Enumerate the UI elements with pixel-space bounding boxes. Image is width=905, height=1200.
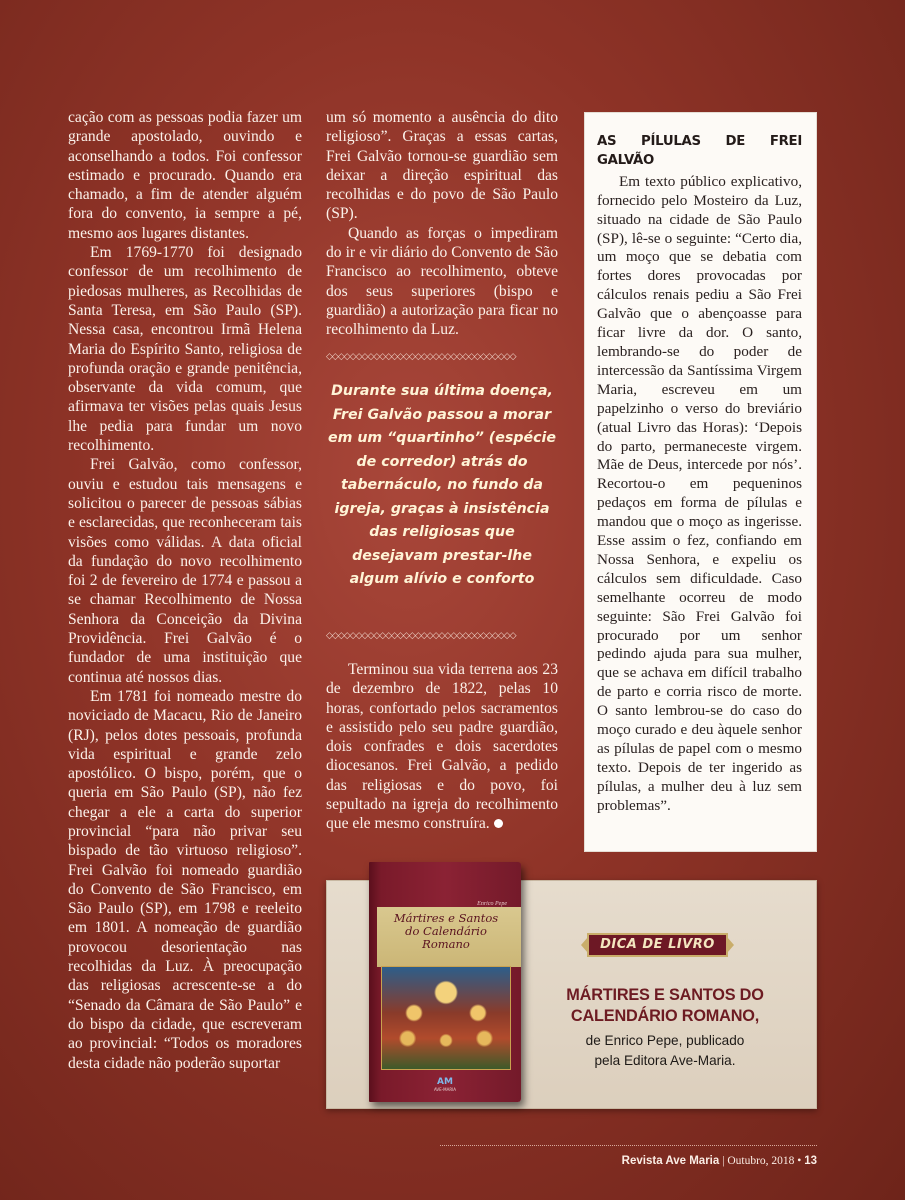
promo-title-line: MÁRTIRES E SANTOS DO <box>566 986 764 1004</box>
publisher-logo-text: AVE-MARIA <box>433 1087 457 1092</box>
page-number: 13 <box>804 1155 817 1167</box>
publisher-logo-mark: AM <box>437 1077 453 1087</box>
book-cover-title-line: Romano <box>422 937 470 951</box>
magazine-name: Revista Ave Maria <box>621 1155 720 1167</box>
article-column-1 <box>68 108 302 1073</box>
book-cover-image <box>369 862 521 1102</box>
page-footer <box>622 1155 817 1167</box>
sidebar-heading: AS PÍLULAS DE FREI GALVÃO <box>597 134 802 168</box>
sidebar-box <box>584 112 817 852</box>
book-cover-author: Enrico Pepe <box>477 901 507 907</box>
promo-sub-line: pela Editora Ave-Maria. <box>594 1053 736 1068</box>
badge-right-point <box>727 937 734 953</box>
article-column-2-continued <box>326 660 558 834</box>
book-cover-artwork <box>381 966 511 1070</box>
paragraph: um só momento a ausência do dito religioso”. Graças a essas cartas, Frei Galvão tornou-se guardião sem deixar a direção espiritual das recolhidas e do povo de São Paulo (SP). <box>326 109 558 223</box>
diamond-divider-bottom: ◇◇◇◇◇◇◇◇◇◇◇◇◇◇◇◇◇◇◇◇◇◇◇◇◇◇◇◇◇◇◇◇ <box>326 631 516 641</box>
paragraph: Quando as forças o impediram do ir e vir diário do Convento de São Francisco ao recolhimento, obteve dos seus superiores (bispo e guardião) a autorização para ficar no recolhimento da Luz. <box>326 224 558 339</box>
book-cover-title <box>379 912 513 951</box>
diamond-divider-top: ◇◇◇◇◇◇◇◇◇◇◇◇◇◇◇◇◇◇◇◇◇◇◇◇◇◇◇◇◇◇◇◇ <box>326 352 516 362</box>
article-column-2 <box>326 108 558 340</box>
paragraph <box>326 660 558 834</box>
book-tip-badge <box>581 928 734 962</box>
paragraph: cação com as pessoas podia fazer um grande apostolado, ouvindo e aconselhando a todos. Foi confessor estimado e procurado. Quando era chamado, a fim de atender alguém fora do convento, ia sempre a pé, mesmo aos lugares distantes. <box>68 109 302 242</box>
pull-quote: Durante sua última doença, Frei Galvão passou a morar em um “quartinho” (espécie de corredor) atrás do tabernáculo, no fundo da igreja, graças à insistência das religiosas que desejavam prestar-lhe algum alívio e conforto <box>327 383 557 587</box>
paragraph: Frei Galvão, como confessor, ouviu e estudou tais mensagens e solicitou o parecer de pessoas sábias e esclarecidas, que reconheceram tais visões como válidas. A data oficial da fundação do novo recolhimento foi 2 de fevereiro de 1774 e passou a se chamar Recolhimento de Nossa Senhora da Conceição da Divina Providência. Frei Galvão é o fundador de uma instituição que continua até nossos dias. <box>68 456 302 686</box>
badge-label: DICA DE LIVRO <box>600 937 715 952</box>
book-cover-title-line: Mártires e Santos <box>393 911 499 925</box>
sidebar-text: Em texto público explicativo, fornecido pelo Mosteiro da Luz, situado na cidade de São Paulo (SP), lê-se o seguinte: “Certo dia, um moço que se debatia com fortes dores provocadas por cálculos renais pediu a São Frei Galvão que o abençoasse para ficar livre da dor. O santo, lembrando-se do poder de intercessão da Santíssima Virgem Maria, escreveu em um papelzinho o verso do breviário (atual Livro das Horas): ‘Depois do parto, permaneceste virgem. Mãe de Deus, intercede por nós’. Recortou-o em pequeninos pedaços em forma de pílulas e mandou que o moço as ingerisse. Esse assim o fez, confiando em Nossa Senhora, e expeliu os cálculos sem dificuldade. Caso semelhante ocorreu de modo seguinte: São Frei Galvão foi procurado por um senhor pedindo ajuda para sua mulher, que se achava em difícil trabalho de parto e corria risco de morte. O santo lembrou-se do caso do moço curado e deu àquele senhor as pílulas de papel com o mesmo texto. Depois de ter ingerido as pílulas, a mulher deu à luz sem problemas”. <box>597 172 802 814</box>
footer-dotted-rule <box>440 1145 817 1146</box>
footer-separator: | <box>719 1155 728 1167</box>
promo-book-details <box>560 1031 770 1071</box>
publisher-logo-icon <box>426 1077 464 1093</box>
issue-date: Outubro, 2018 <box>727 1155 795 1167</box>
promo-sub-line: de Enrico Pepe, publicado <box>585 1033 745 1048</box>
paragraph: Em 1781 foi nomeado mestre do noviciado de Macacu, Rio de Janeiro (RJ), pelos dotes pessoais, profunda vida espiritual e grande zelo apostólico. O bispo, porém, que o queria em São Paulo (SP), não fez chegar a ele a carta do superior provincial “para não privar seu bispado de tão virtuoso religioso”. Frei Galvão foi nomeado guardião do Convento de São Francisco, em São Paulo (SP), em 1798 e reeleito em 1801. A nomeação de guardião provocou desorientação nas recolhidas da Luz. À preocupação das religiosas acrescente-se a do “Senado da Câmara de São Paulo” e do bispo da cidade, que escreveram ao provincial: “Todos os moradores desta cidade não poderão suportar <box>68 687 302 1072</box>
closing-paragraph-text: Terminou sua vida terrena aos 23 de dezembro de 1822, pelas 10 horas, confortado pelos sacramentos e assistido pelo seu padre guardião, dois confrades e dois sacerdotes diocesanos. Frei Galvão, a pedido das religiosas e do povo, foi sepultado na igreja do recolhimento que ele mesmo construíra. <box>326 661 558 833</box>
footer-bullet: • <box>794 1155 805 1167</box>
promo-book-title <box>560 985 770 1027</box>
sidebar-content <box>597 133 802 816</box>
promo-title-line: CALENDÁRIO ROMANO, <box>570 1007 760 1025</box>
end-mark-icon <box>494 819 503 828</box>
book-cover-title-line: do Calendário <box>405 924 487 938</box>
paragraph: Em 1769-1770 foi designado confessor de um recolhimento de piedosas mulheres, as Recolhidas de Santa Teresa, em São Paulo (SP). Nessa casa, encontrou Irmã Helena Maria do Espírito Santo, religiosa de profunda oração e grande penitência, observante da vida comum, que afirmava ter visões pelas quais Jesus lhe pedia para fundar um novo recolhimento. <box>68 244 302 455</box>
